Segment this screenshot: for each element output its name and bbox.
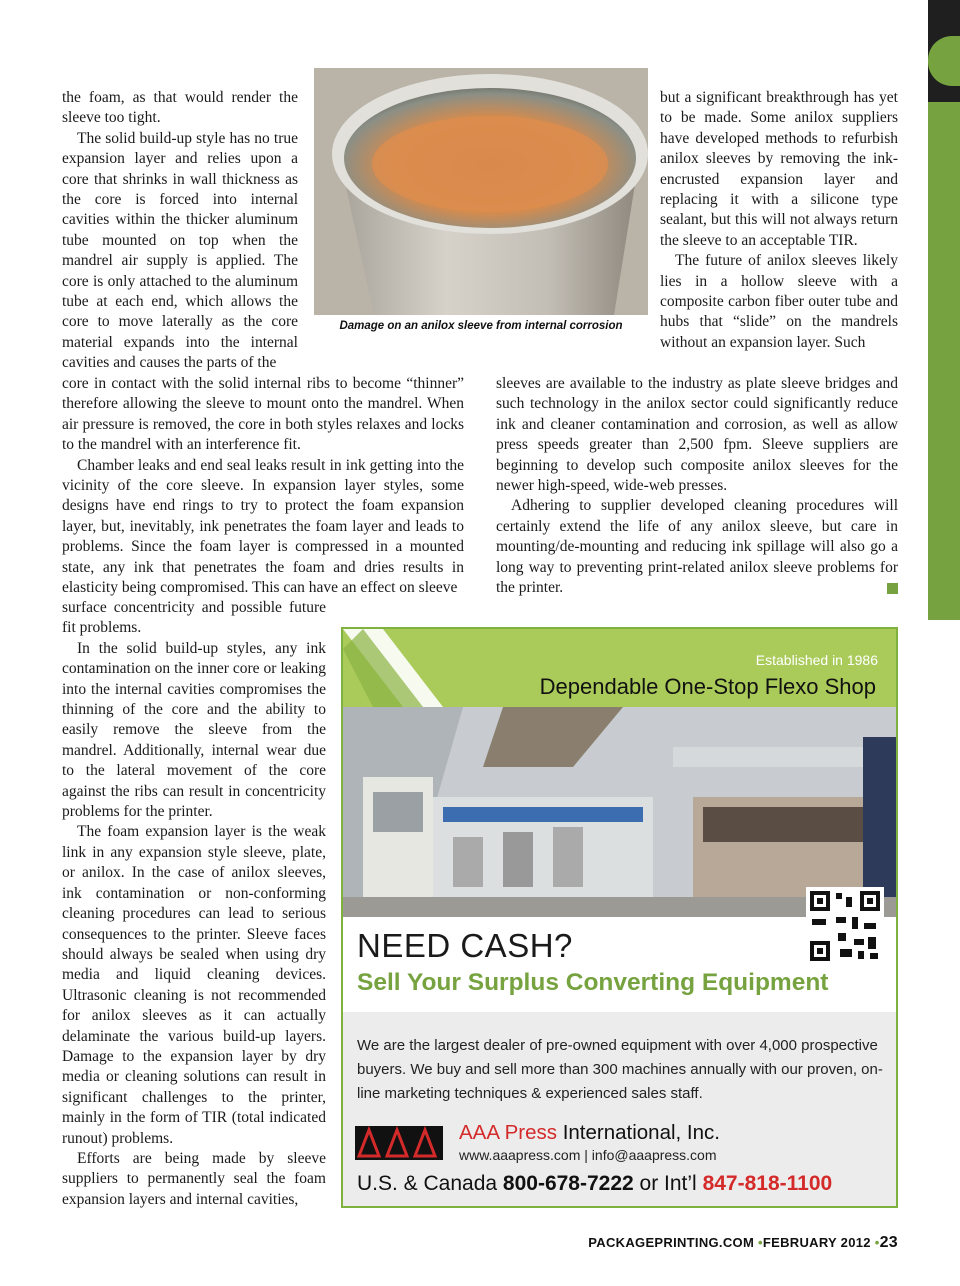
paragraph: but a significant breakthrough has yet to be made. Some anilox suppliers have developed methods to refurbish anilox sleeves by removing the ink-encrusted expansion layer and replacing it with a silicone type sealant, but this will not always return the sleeve to an acceptable TIR. [660, 89, 898, 249]
footer-bullet: • [874, 1235, 880, 1250]
aaa-press-advertisement[interactable] [341, 627, 898, 1208]
qr-code-icon[interactable] [806, 887, 884, 965]
paragraph: The solid build-up style has no true expansion layer and relies upon a core that shrinks in wall thickness as the core is forced into internal cavities within the thicker aluminum tube mounted on top when the mandrel air supply is applied. The core is only attached to the aluminum tube at each end, which allows the core to move laterally as the core material expands into the internal cavities and causes the parts of the [62, 129, 298, 372]
ad-company-rest: International, Inc. [557, 1121, 720, 1144]
paragraph: The future of anilox sleeves likely lies in a hollow sleeve with a composite carbon fiber outer tube and hubs that “slide” on the mandrels without an expansion layer. Such [660, 252, 898, 351]
paragraph: Efforts are being made by sleeve suppliers to permanently seal the foam expansion layers and internal cavities, [62, 1149, 326, 1208]
right-column-top [660, 88, 898, 353]
paragraph-text: Adhering to supplier developed cleaning procedures will certainly extend the life of any anilox sleeve, but care in mounting/de-mounting and reducing ink spillage will also go a long way to preventing print-related anilox sleeve problems for the printer. [496, 497, 898, 597]
ad-arrow-graphic [343, 629, 463, 707]
paragraph: surface concentricity and possible future fit problems. [62, 599, 326, 637]
ad-headline: Dependable One-Stop Flexo Shop [539, 674, 876, 699]
photo-caption: Damage on an anilox sleeve from internal corrosion [339, 320, 623, 332]
aaa-press-logo [355, 1126, 443, 1160]
ad-phone-intl[interactable]: 847-818-1100 [702, 1172, 833, 1195]
ad-equipment-photo [343, 707, 896, 917]
footer-site: PACKAGEPRINTING.COM [588, 1235, 755, 1250]
page-footer [588, 1234, 898, 1252]
ad-company-red: AAA Press [459, 1121, 557, 1144]
page-number: 23 [879, 1234, 898, 1251]
ad-company-name [459, 1121, 720, 1145]
ad-sell-surplus: Sell Your Surplus Converting Equipment [357, 969, 829, 996]
paragraph: In the solid build-up styles, any ink contamination on the inner core or leaking into the internal cavities compromises the thinning of the core and the ability to easily remove the sleeve from the mandrel. Additionally, internal wear due to the lateral movement of the core against the ribs can result in concentricity problems for the printer. [62, 639, 326, 821]
qr-code-graphic [806, 887, 884, 965]
ad-phone-prefix: U.S. & Canada [357, 1172, 503, 1195]
right-column-wide [496, 374, 898, 598]
footer-issue: FEBRUARY 2012 [762, 1235, 871, 1250]
ad-need-cash: NEED CASH? [357, 927, 573, 964]
paragraph: core in contact with the solid internal ribs to become “thinner” therefore allowing the sleeve to mount onto the mandrel. When air pressure is removed, the core in both styles relaxes and locks to the mandrel with an interference fit. [62, 375, 464, 454]
paragraph [496, 496, 898, 598]
ad-web-email[interactable]: www.aaapress.com | info@aaapress.com [459, 1147, 717, 1163]
ad-header-band [343, 629, 896, 707]
paragraph: Chamber leaks and end seal leaks result in ink getting into the vicinity of the core sleeve. In expansion layer styles, some designs have end rings to try to protect the foam expansion layer, but, inevitably, ink penetrates the foam layer and leads to problems. Since the foam layer is compressed in a mounted state, any ink that penetrates the foam and dries results in elasticity being compromised. This can have an effect on sleeve [62, 456, 464, 597]
ad-phone-line [357, 1172, 832, 1196]
left-column-top [62, 88, 298, 374]
left-column-bottom [62, 598, 326, 1210]
paragraph: sleeves are available to the industry as plate sleeve bridges and such technology in the anilox sector could significantly reduce ink and cleaner contamination and corrosion, as well as allow press speeds greater than 2,500 fpm. Sleeve suppliers are beginning to develop such composite anilox sleeves for the newer high-speed, wide-web presses. [496, 375, 898, 495]
anilox-sleeve-illustration [314, 68, 648, 315]
footer-bullet: • [758, 1235, 763, 1250]
press-machinery-illustration [343, 707, 896, 917]
ad-phone-mid: or Int’l [633, 1172, 703, 1195]
paragraph: The foam expansion layer is the weak link in any expansion style sleeve, plate, or anilox. In the case of anilox sleeves, ink contamination or non-conforming cleaning procedures can lead to serious consequences to the printer. Sleeve faces should always be sealed when using dry media and liquid cleaning devices. Ultrasonic cleaning is not recommended for anilox sleeves as it can actually delaminate the various build-up layers. Damage to the expansion layer by dry media or cleaning solutions can result in significant challenges to the printer, mainly in the form of TIR (total indicated runout) problems. [62, 823, 326, 1147]
ad-established: Established in 1986 [755, 652, 878, 668]
ad-body-text: We are the largest dealer of pre-owned equipment with over 4,000 prospective buyers. We buy and sell more than 300 machines annually with our proven, on-line marketing techniques & experienced sales staff. [357, 1037, 883, 1102]
anilox-sleeve-photo [314, 68, 648, 315]
left-column-wide [62, 374, 464, 598]
paragraph: the foam, as that would render the sleeve too tight. [62, 89, 298, 127]
ad-phone-us[interactable]: 800-678-7222 [502, 1172, 634, 1195]
end-of-article-mark [887, 583, 898, 594]
side-tab-green [928, 102, 960, 620]
